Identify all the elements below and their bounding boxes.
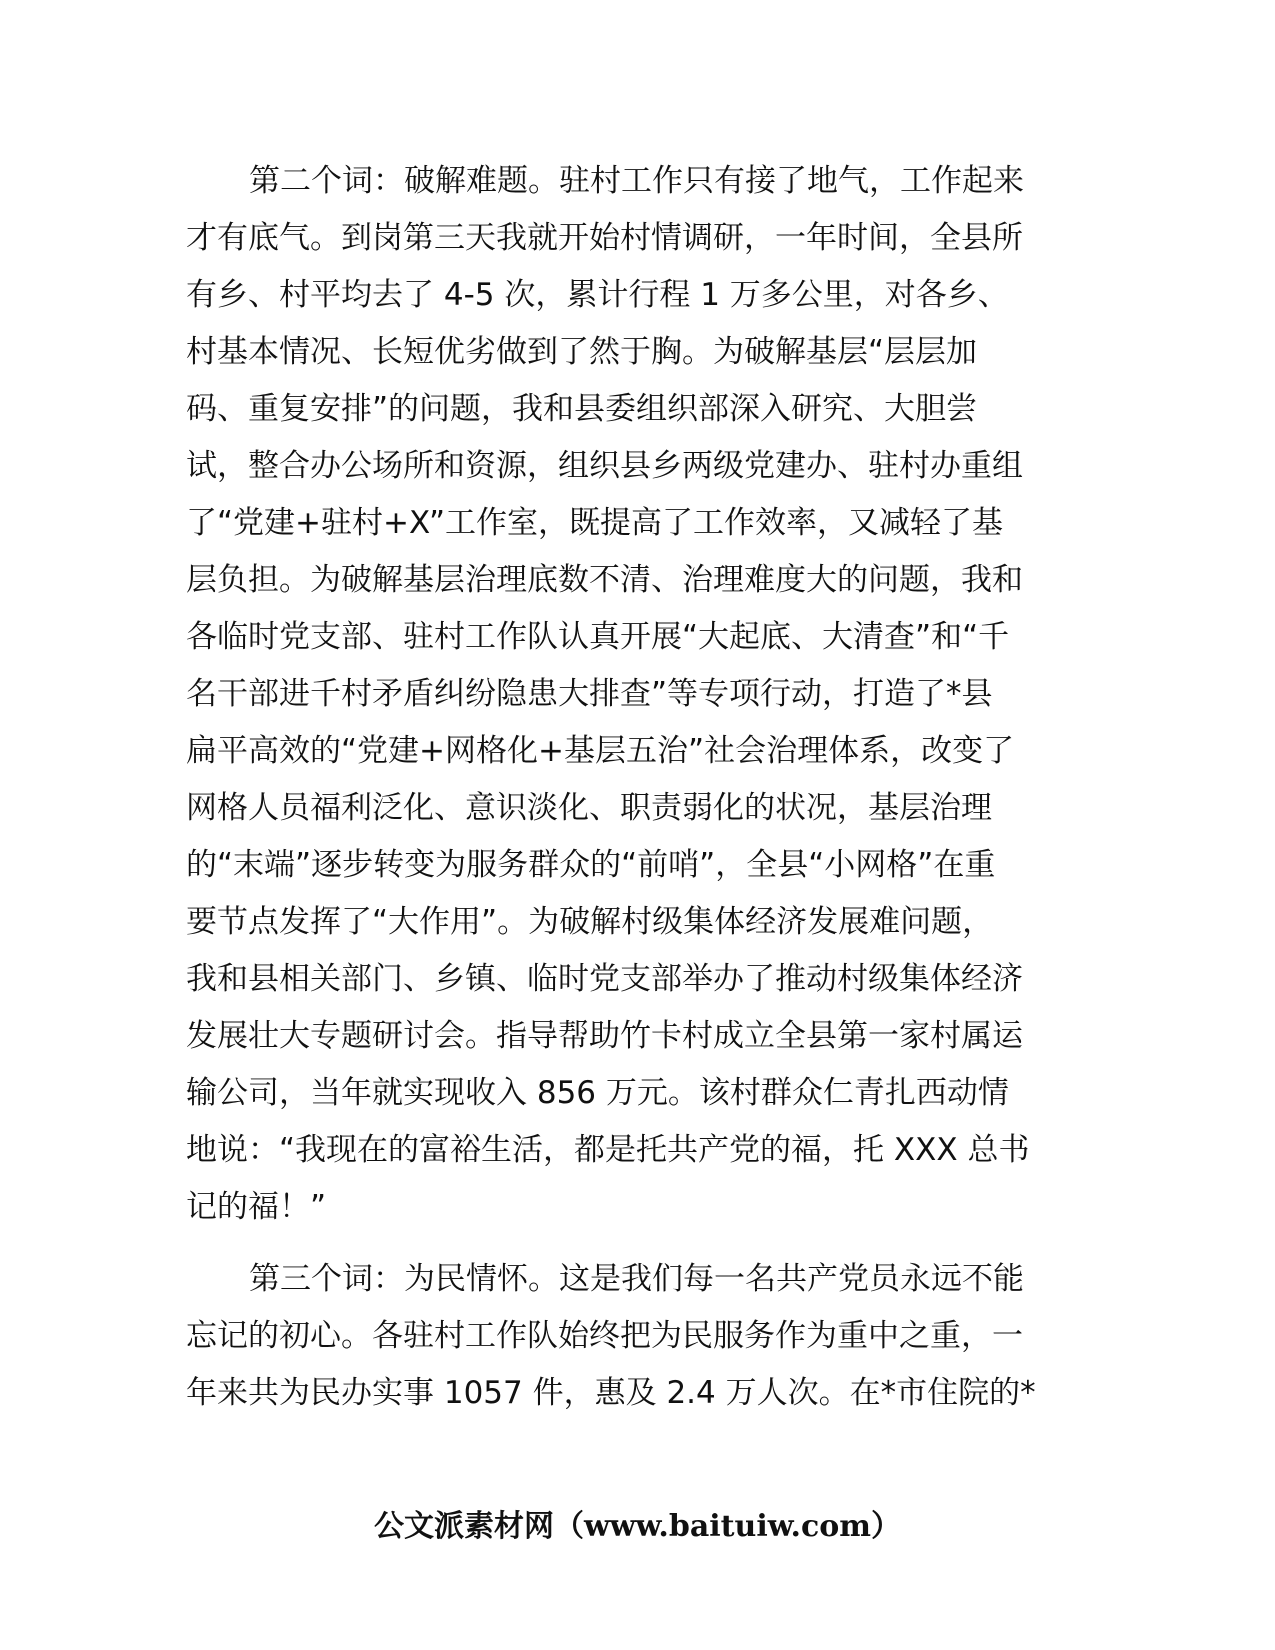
text-line: 试，整合办公场所和资源，组织县乡两级党建办、驻村办重组	[186, 448, 1023, 484]
text-line: 忘记的初心。各驻村工作队始终把为民服务作为重中之重，一	[186, 1318, 1023, 1354]
text-line: 发展壮大专题研讨会。指导帮助竹卡村成立全县第一家村属运	[186, 1018, 1023, 1054]
text-line: 的“末端”逐步转变为服务群众的“前哨”，全县“小网格”在重	[186, 847, 996, 883]
text-line: 码、重复安排”的问题，我和县委组织部深入研究、大胆尝	[186, 391, 978, 427]
text-line: 记的福！”	[186, 1189, 327, 1225]
text-line: 名干部进千村矛盾纠纷隐患大排查”等专项行动，打造了*县	[186, 676, 993, 712]
text-line: 了“党建+驻村+X”工作室，既提高了工作效率，又减轻了基	[186, 505, 1004, 541]
text-line: 网格人员福利泛化、意识淡化、职责弱化的状况，基层治理	[186, 790, 992, 826]
paragraph-spacer	[186, 1236, 1081, 1251]
text-line: 年来共为民办实事 1057 件，惠及 2.4 万人次。在*市住院的*	[186, 1375, 1036, 1411]
text-line: 要节点发挥了“大作用”。为破解村级集体经济发展难问题，	[186, 904, 994, 940]
text-line: 扁平高效的“党建+网格化+基层五治”社会治理体系，改变了	[186, 733, 1015, 769]
footer-watermark: 公文派素材网（www.baituiw.com）	[373, 1509, 902, 1544]
text-line: 地说：“我现在的富裕生活，都是托共产党的福，托 XXX 总书	[186, 1132, 1030, 1168]
text-line: 村基本情况、长短优劣做到了然于胸。为破解基层“层层加	[186, 334, 978, 370]
text-line: 才有底气。到岗第三天我就开始村情调研，一年时间，全县所	[186, 220, 1023, 256]
paragraph-second-word	[186, 153, 1081, 1236]
text-line: 输公司，当年就实现收入 856 万元。该村群众仁青扎西动情	[186, 1075, 1009, 1111]
text-line: 各临时党支部、驻村工作队认真开展“大起底、大清查”和“千	[186, 619, 1010, 655]
text-line: 有乡、村平均去了 4-5 次，累计行程 1 万多公里，对各乡、	[186, 277, 1009, 313]
text-line: 第二个词：破解难题。驻村工作只有接了地气，工作起来	[249, 163, 1024, 199]
text-line: 层负担。为破解基层治理底数不清、治理难度大的问题，我和	[186, 562, 1023, 598]
document-body	[186, 153, 1081, 1422]
text-line: 我和县相关部门、乡镇、临时党支部举办了推动村级集体经济	[186, 961, 1023, 997]
paragraph-third-word	[186, 1251, 1081, 1422]
text-line: 第三个词：为民情怀。这是我们每一名共产党员永远不能	[249, 1261, 1024, 1297]
